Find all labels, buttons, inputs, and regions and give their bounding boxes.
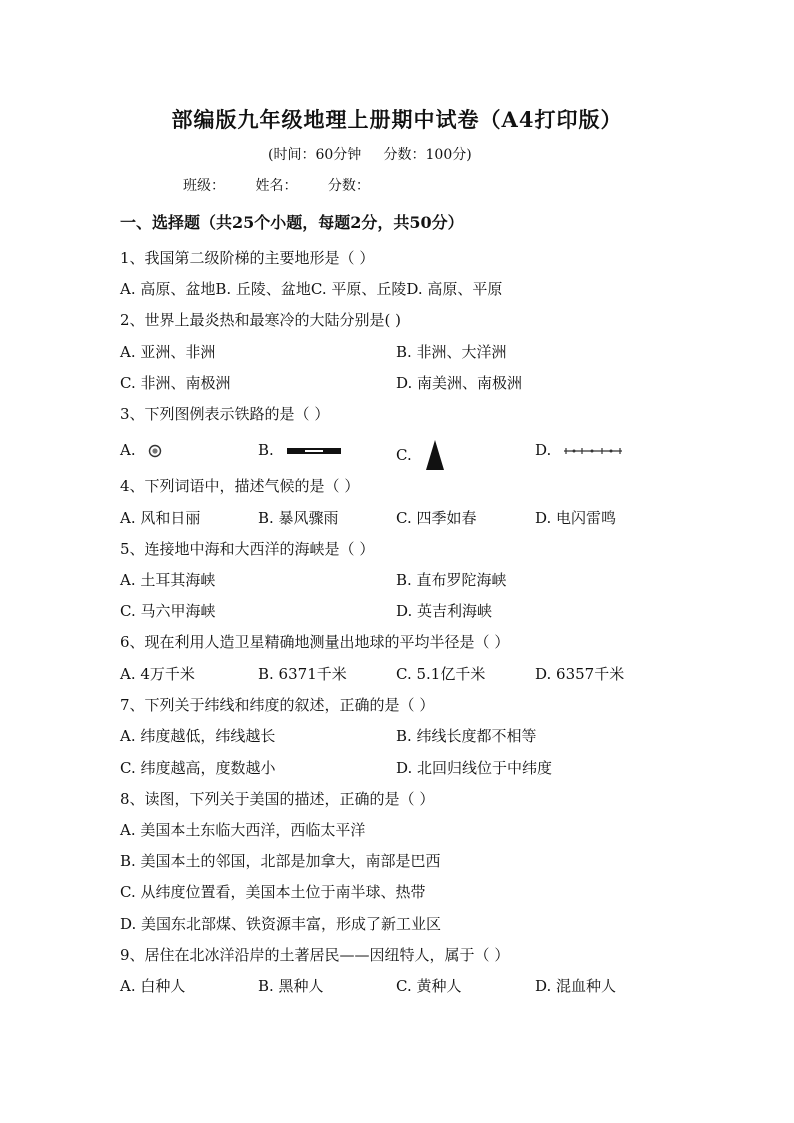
option-c: C. 纬度越高，度数越小 <box>120 759 276 777</box>
question-stem: 4、下列词语中，描述气候的是（ ） <box>120 477 360 495</box>
class-field: 班级： <box>183 178 225 194</box>
question-stem: 6、现在利用人造卫星精确地测量出地球的平均半径是（ ） <box>120 633 510 651</box>
option-b <box>258 440 341 460</box>
option-a: A. 白种人 <box>120 977 186 995</box>
option-c: C. 5.1亿千米 <box>396 665 486 683</box>
option-c: C. 黄种人 <box>396 977 462 995</box>
option-a: A. 纬度越低，纬线越长 <box>120 727 276 745</box>
mountain-peak-symbol-icon <box>425 440 445 472</box>
option-b: B. 美国本土的邻国，北部是加拿大，南部是巴西 <box>120 852 441 870</box>
exam-meta: (时间：60分钟 分数：100分) <box>268 147 472 163</box>
exam-title: 部编版九年级地理上册期中试卷（A4打印版） <box>171 107 623 132</box>
option-b: B. 黑种人 <box>258 977 324 995</box>
question-stem: 9、居住在北冰洋沿岸的土著居民——因纽特人，属于（ ） <box>120 946 510 964</box>
option-a-label: A. <box>120 441 136 459</box>
student-info <box>183 175 396 195</box>
score-field: 分数： <box>327 178 370 194</box>
railway-symbol-icon <box>287 447 341 455</box>
option-b: B. 暴风骤雨 <box>258 509 339 527</box>
question-stem: 5、连接地中海和大西洋的海峡是（ ） <box>120 540 375 558</box>
question-stem: 2、世界上最炎热和最寒冷的大陆分别是( ) <box>120 311 402 329</box>
option-d <box>535 440 622 460</box>
option-c <box>396 440 445 472</box>
option-d: D. 美国东北部煤、铁资源丰富，形成了新工业区 <box>120 915 442 933</box>
option-a: A. 亚洲、非洲 <box>120 343 216 361</box>
option-c: C. 非洲、南极洲 <box>120 374 231 392</box>
option-b: B. 6371千米 <box>258 665 347 683</box>
option-b: B. 非洲、大洋洲 <box>396 343 507 361</box>
question-stem: 8、读图，下列关于美国的描述，正确的是（ ） <box>120 790 435 808</box>
concentric-circle-symbol-icon <box>148 444 162 458</box>
option-c: C. 四季如春 <box>396 509 477 527</box>
option-c-label: C. <box>396 446 412 464</box>
option-c: C. 马六甲海峡 <box>120 602 216 620</box>
option-a: A. 4万千米 <box>120 665 195 683</box>
name-field: 姓名： <box>255 178 298 194</box>
option-b-label: B. <box>258 441 274 459</box>
option-b: B. 直布罗陀海峡 <box>396 571 507 589</box>
option-d: D. 电闪雷鸣 <box>535 509 617 527</box>
section-title: 一、选择题（共25个小题，每题2分，共50分） <box>120 213 464 232</box>
option-d: D. 混血种人 <box>535 977 617 995</box>
question-stem: 7、下列关于纬线和纬度的叙述，正确的是（ ） <box>120 696 435 714</box>
option-d: D. 6357千米 <box>535 665 625 683</box>
option-d: D. 英吉利海峡 <box>396 602 493 620</box>
question-stem: 3、下列图例表示铁路的是（ ） <box>120 405 330 423</box>
option-a: A. 美国本土东临大西洋，西临太平洋 <box>120 821 366 839</box>
option-c: C. 从纬度位置看，美国本土位于南半球、热带 <box>120 883 426 901</box>
boundary-line-symbol-icon <box>564 447 622 455</box>
option-a <box>120 440 162 460</box>
option-a: A. 风和日丽 <box>120 509 201 527</box>
question-stem: 1、我国第二级阶梯的主要地形是（ ） <box>120 249 375 267</box>
option-d-label: D. <box>535 441 552 459</box>
option-a: A. 土耳其海峡 <box>120 571 216 589</box>
option-d: D. 南美洲、南极洲 <box>396 374 523 392</box>
option-d: D. 北回归线位于中纬度 <box>396 759 553 777</box>
option-b: B. 纬线长度都不相等 <box>396 727 537 745</box>
question-options: A. 高原、盆地B. 丘陵、盆地C. 平原、丘陵D. 高原、平原 <box>120 280 503 298</box>
